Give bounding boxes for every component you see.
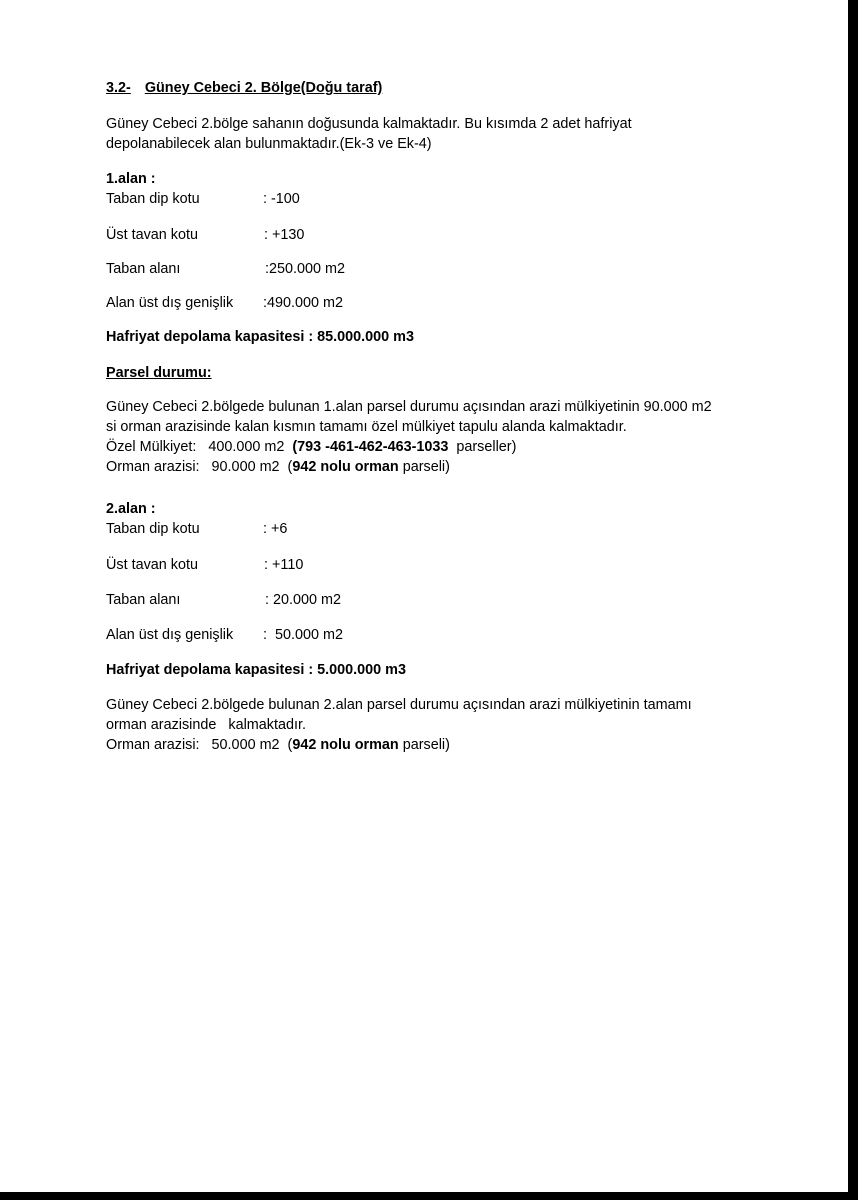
area1-title: 1.alan : <box>106 171 156 187</box>
area1-row <box>106 225 786 245</box>
parcel-line-2: si orman arazisinde kalan kısmın tamamı özel mülkiyet tapulu alanda kalmaktadır. <box>106 419 627 435</box>
section-number: 3.2- <box>106 80 131 96</box>
forest-land-label: Orman arazisi: 90.000 m2 ( <box>106 459 293 475</box>
area2-row <box>106 590 786 610</box>
area2-row-label: Üst tavan kotu <box>106 557 198 573</box>
area2-row-value: : 20.000 m2 <box>265 592 342 608</box>
area1-row-value: :490.000 m2 <box>263 295 344 311</box>
area2-row <box>106 555 786 575</box>
private-ownership-line <box>106 437 786 457</box>
private-ownership-label: Özel Mülkiyet: 400.000 m2 <box>106 439 293 455</box>
forest-land-suffix: parseli) <box>398 459 450 475</box>
area2-row <box>106 625 786 645</box>
area1-row <box>106 293 786 313</box>
area2-forest-parcel-number: 942 nolu orman <box>292 737 399 753</box>
intro-line-1: Güney Cebeci 2.bölge sahanın doğusunda kalmaktadır. Bu kısımda 2 adet hafriyat <box>106 116 632 132</box>
area2-parcel-line-1: Güney Cebeci 2.bölgede bulunan 2.alan parsel durumu açısından arazi mülkiyetinin tamamı <box>106 697 692 713</box>
area1-row <box>106 259 786 279</box>
parcel-line-1: Güney Cebeci 2.bölgede bulunan 1.alan parsel durumu açısından arazi mülkiyetinin 90.000 m2 <box>106 399 712 415</box>
section-heading <box>106 78 786 98</box>
area1-capacity: Hafriyat depolama kapasitesi : 85.000.000 m3 <box>106 329 414 345</box>
area2-title: 2.alan : <box>106 501 156 517</box>
area2-capacity: Hafriyat depolama kapasitesi : 5.000.000 m3 <box>106 662 406 678</box>
forest-parcel-number: 942 nolu orman <box>292 459 399 475</box>
section-title: Güney Cebeci 2. Bölge(Doğu taraf) <box>144 80 383 96</box>
area2-parcel-line-2: orman arazisinde kalmaktadır. <box>106 717 306 733</box>
area2-row-label: Taban alanı <box>106 592 181 608</box>
area1-row-label: Üst tavan kotu <box>106 227 198 243</box>
parcel-heading: Parsel durumu: <box>106 365 212 381</box>
document-body <box>106 78 786 755</box>
area1-row-value: :250.000 m2 <box>265 261 346 277</box>
area1-row-label: Taban dip kotu <box>106 191 200 207</box>
area2-row-label: Alan üst dış genişlik <box>106 627 234 643</box>
intro-line-2: depolanabilecek alan bulunmaktadır.(Ek-3 ve Ek-4) <box>106 136 432 152</box>
area2-row-value: : +6 <box>263 521 288 537</box>
forest-land-line <box>106 457 786 477</box>
area2-row <box>106 519 786 539</box>
area2-row-value: : +110 <box>264 557 304 573</box>
area1-row-label: Taban alanı <box>106 261 181 277</box>
area2-row-label: Taban dip kotu <box>106 521 200 537</box>
area2-forest-land-line <box>106 735 786 755</box>
area2-row-value: : 50.000 m2 <box>263 627 343 643</box>
private-ownership-suffix: parseller) <box>448 439 517 455</box>
private-parcel-numbers: (793 -461-462-463-1033 <box>292 439 449 455</box>
area2-forest-land-suffix: parseli) <box>398 737 450 753</box>
area1-row-value: : +130 <box>264 227 305 243</box>
area1-row <box>106 189 786 209</box>
area1-row-label: Alan üst dış genişlik <box>106 295 234 311</box>
area1-row-value: : -100 <box>263 191 300 207</box>
area2-forest-land-label: Orman arazisi: 50.000 m2 ( <box>106 737 293 753</box>
